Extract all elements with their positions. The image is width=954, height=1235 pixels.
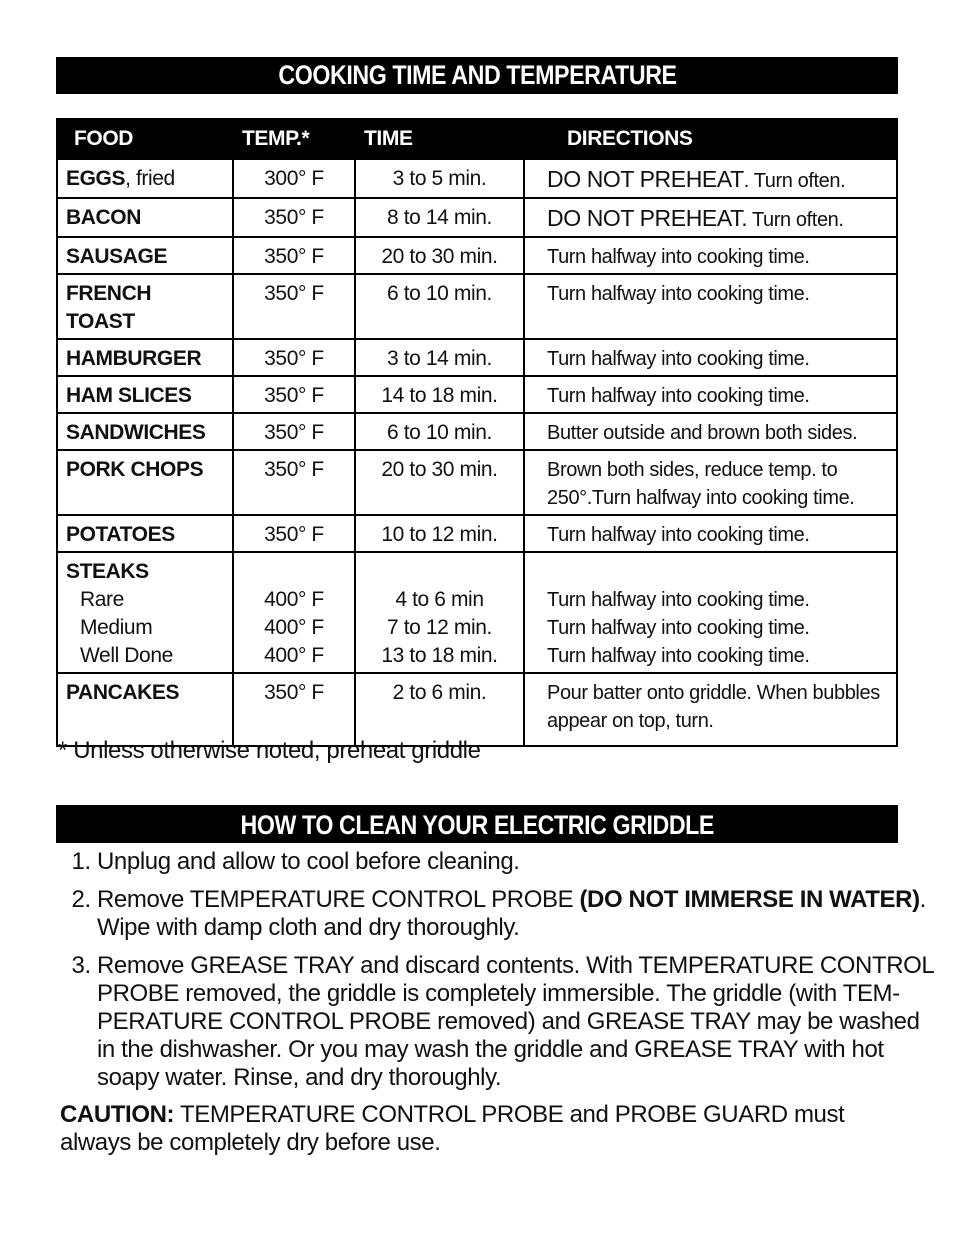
time-cell: 6 to 10 min. bbox=[355, 413, 524, 450]
footnote: * Unless otherwise noted, preheat griddle bbox=[58, 737, 481, 764]
column-header-time: TIME bbox=[355, 119, 524, 159]
directions-cell: Turn halfway into cooking time. bbox=[524, 237, 897, 274]
temp-cell: 350° F bbox=[233, 450, 355, 515]
temp-cell: 350° F bbox=[233, 274, 355, 339]
time-cell: 14 to 18 min. bbox=[355, 376, 524, 413]
table-row bbox=[57, 376, 897, 413]
list-item: 3. Remove GREASE TRAY and discard contents. With TEMPERATURE CONTROL PROBE removed, the griddle is completely immersible. The griddle (with TEM-PERATURE CONTROL PROBE removed) and GREASE TRAY may be washed in the dishwasher. Or you may wash the griddle and GREASE TRAY with hot soapy water. Rinse, and dry thoroughly. bbox=[97, 952, 935, 1092]
table-row bbox=[57, 673, 897, 746]
directions-cell: Turn halfway into cooking time. Turn halfway into cooking time. Turn halfway into cooking time. bbox=[524, 552, 897, 673]
cleaning-section-header: HOW TO CLEAN YOUR ELECTRIC GRIDDLE bbox=[56, 805, 898, 843]
list-item: 1. Unplug and allow to cool before cleaning. bbox=[97, 848, 935, 876]
time-cell: 20 to 30 min. bbox=[355, 450, 524, 515]
table-row bbox=[57, 552, 897, 673]
temp-cell: 350° F bbox=[233, 376, 355, 413]
directions-cell: DO NOT PREHEAT. Turn often. bbox=[524, 198, 897, 237]
temp-cell: 400° F 400° F 400° F bbox=[233, 552, 355, 673]
caution-note: CAUTION: TEMPERATURE CONTROL PROBE and PROBE GUARD must always be completely dry before use. bbox=[60, 1101, 845, 1156]
table-row bbox=[57, 159, 897, 198]
temp-cell: 350° F bbox=[233, 198, 355, 237]
food-cell: HAMBURGER bbox=[57, 339, 233, 376]
food-cell: EGGS, fried bbox=[57, 159, 233, 198]
column-header-food: FOOD bbox=[57, 119, 233, 159]
table-row bbox=[57, 450, 897, 515]
list-item: 2. Remove TEMPERATURE CONTROL PROBE (DO NOT IMMERSE IN WATER). Wipe with damp cloth and dry thoroughly. bbox=[97, 886, 935, 942]
time-cell: 2 to 6 min. bbox=[355, 673, 524, 746]
time-cell: 3 to 5 min. bbox=[355, 159, 524, 198]
table-row bbox=[57, 413, 897, 450]
cleaning-steps-list bbox=[60, 848, 935, 1102]
directions-cell: Brown both sides, reduce temp. to 250°.Turn halfway into cooking time. bbox=[524, 450, 897, 515]
food-cell: PANCAKES bbox=[57, 673, 233, 746]
cooking-table bbox=[56, 118, 898, 747]
time-cell: 20 to 30 min. bbox=[355, 237, 524, 274]
food-cell: SAUSAGE bbox=[57, 237, 233, 274]
column-header-temp: TEMP.* bbox=[233, 119, 355, 159]
directions-cell: DO NOT PREHEAT. Turn often. bbox=[524, 159, 897, 198]
food-cell: HAM SLICES bbox=[57, 376, 233, 413]
table-header-row bbox=[57, 119, 897, 159]
directions-cell: Pour batter onto griddle. When bubbles appear on top, turn. bbox=[524, 673, 897, 746]
caution-label: CAUTION: bbox=[60, 1101, 175, 1128]
food-cell: STEAKS Rare Medium Well Done bbox=[57, 552, 233, 673]
time-cell: 3 to 14 min. bbox=[355, 339, 524, 376]
food-cell: POTATOES bbox=[57, 515, 233, 552]
table-row bbox=[57, 515, 897, 552]
time-cell: 6 to 10 min. bbox=[355, 274, 524, 339]
directions-cell: Turn halfway into cooking time. bbox=[524, 274, 897, 339]
directions-cell: Butter outside and brown both sides. bbox=[524, 413, 897, 450]
temp-cell: 350° F bbox=[233, 413, 355, 450]
table-row bbox=[57, 339, 897, 376]
cooking-section-header: COOKING TIME AND TEMPERATURE bbox=[56, 57, 898, 94]
table-row bbox=[57, 274, 897, 339]
temp-cell: 350° F bbox=[233, 339, 355, 376]
directions-cell: Turn halfway into cooking time. bbox=[524, 339, 897, 376]
temp-cell: 350° F bbox=[233, 515, 355, 552]
temp-cell: 300° F bbox=[233, 159, 355, 198]
food-cell: FRENCH TOAST bbox=[57, 274, 233, 339]
temp-cell: 350° F bbox=[233, 237, 355, 274]
time-cell: 8 to 14 min. bbox=[355, 198, 524, 237]
food-cell: SANDWICHES bbox=[57, 413, 233, 450]
table-row bbox=[57, 237, 897, 274]
directions-cell: Turn halfway into cooking time. bbox=[524, 515, 897, 552]
table-row bbox=[57, 198, 897, 237]
column-header-directions: DIRECTIONS bbox=[524, 119, 897, 159]
temp-cell: 350° F bbox=[233, 673, 355, 746]
time-cell: 10 to 12 min. bbox=[355, 515, 524, 552]
food-cell: BACON bbox=[57, 198, 233, 237]
directions-cell: Turn halfway into cooking time. bbox=[524, 376, 897, 413]
food-cell: PORK CHOPS bbox=[57, 450, 233, 515]
time-cell: 4 to 6 min 7 to 12 min. 13 to 18 min. bbox=[355, 552, 524, 673]
